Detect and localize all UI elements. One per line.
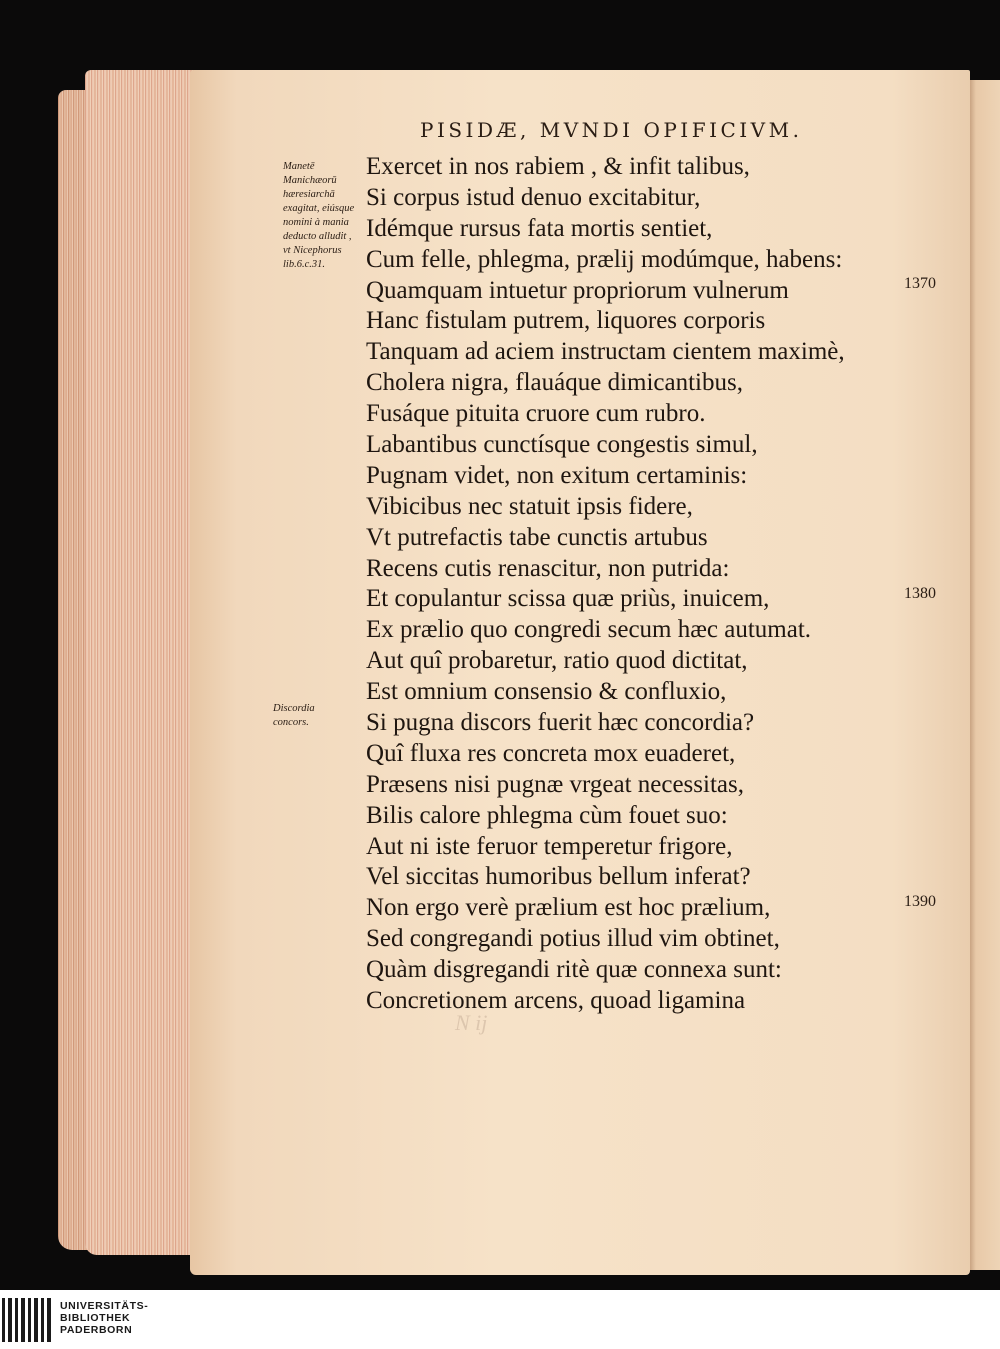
footer xyxy=(0,1290,1000,1349)
verse-line: Cum felle, phlegma, prælij modúmque, habens: xyxy=(366,245,843,273)
verse-line: Quàm disgregandi ritè quæ connexa sunt: xyxy=(366,956,782,984)
logo-line: PADERBORN xyxy=(60,1324,133,1336)
verse-line: Præsens nisi pugnæ vrgeat necessitas, xyxy=(366,770,744,798)
logo-line: BIBLIOTHEK xyxy=(60,1312,131,1324)
verse-line: Si pugna discors fuerit hæc concordia? xyxy=(366,709,755,737)
margin-note-discordia: Discordia concors. xyxy=(273,703,315,728)
verse-line: Hanc fistulam putrem, liquores corporis xyxy=(366,307,766,335)
verse-line: Tanquam ad aciem instructam cientem maximè, xyxy=(366,338,845,366)
verse-line: Et copulantur scissa quæ priùs, inuicem, xyxy=(366,585,770,613)
verse-line: Non ergo verè prælium est hoc prælium, xyxy=(366,894,771,922)
verse-line: Labantibus cunctísque congestis simul, xyxy=(366,431,758,459)
running-head: PISIDÆ, MVNDI OPIFICIVM. xyxy=(420,118,803,142)
verse-block xyxy=(366,152,926,1017)
verse-line: Fusáque pituita cruore cum rubro. xyxy=(366,400,706,428)
verse-line: Concretionem arcens, quoad ligamina xyxy=(366,987,746,1015)
verse-line: Cholera nigra, flauáque dimicantibus, xyxy=(366,369,743,397)
verse-line: Vibicibus nec statuit ipsis fidere, xyxy=(366,492,693,520)
verse-line: Exercet in nos rabiem , & infit talibus, xyxy=(366,153,750,180)
line-number: 1370 xyxy=(904,275,936,292)
verse-line: Aut quî probaretur, ratio quod dictitat, xyxy=(366,647,748,675)
verse-line: Sed congregandi potius illud vim obtinet, xyxy=(366,925,780,953)
library-logo-icon xyxy=(2,1298,54,1342)
signature-mark: N ij xyxy=(455,1010,488,1035)
verse-line: Quamquam intuetur propriorum vulnerum xyxy=(366,276,789,304)
verse-line: Si corpus istud denuo excitabitur, xyxy=(366,183,701,211)
verse-line: Recens cutis renascitur, non putrida: xyxy=(366,554,730,582)
verse-line: Est omnium consensio & confluxio, xyxy=(366,678,727,706)
verse-line: Pugnam videt, non exitum certaminis: xyxy=(366,461,748,489)
logo-line: UNIVERSITÄTS- xyxy=(60,1300,149,1312)
library-logo-text xyxy=(60,1300,148,1336)
verse-line: Quî fluxa res concreta mox euaderet, xyxy=(366,739,736,767)
verse-line: Ex prælio quo congredi secum hæc autumat. xyxy=(366,616,812,644)
line-number: 1390 xyxy=(904,893,936,910)
verse-line: Idémque rursus fata mortis sentiet, xyxy=(366,214,713,242)
verse-line: Bilis calore phlegma cùm fouet suo: xyxy=(366,801,728,829)
verse-line: Vt putrefactis tabe cunctis artubus xyxy=(366,523,708,551)
margin-note-manichaeans: Manetē Manichæorū hæresiarchā exagitat, eiúsque nomini à mania deducto alludit , vt Nicephorus lib.6.c.31. xyxy=(283,161,355,270)
line-number: 1380 xyxy=(904,585,936,602)
verse-line: Aut ni iste feruor temperetur frigore, xyxy=(366,832,733,860)
verse-line: Vel siccitas humoribus bellum inferat? xyxy=(366,863,751,891)
